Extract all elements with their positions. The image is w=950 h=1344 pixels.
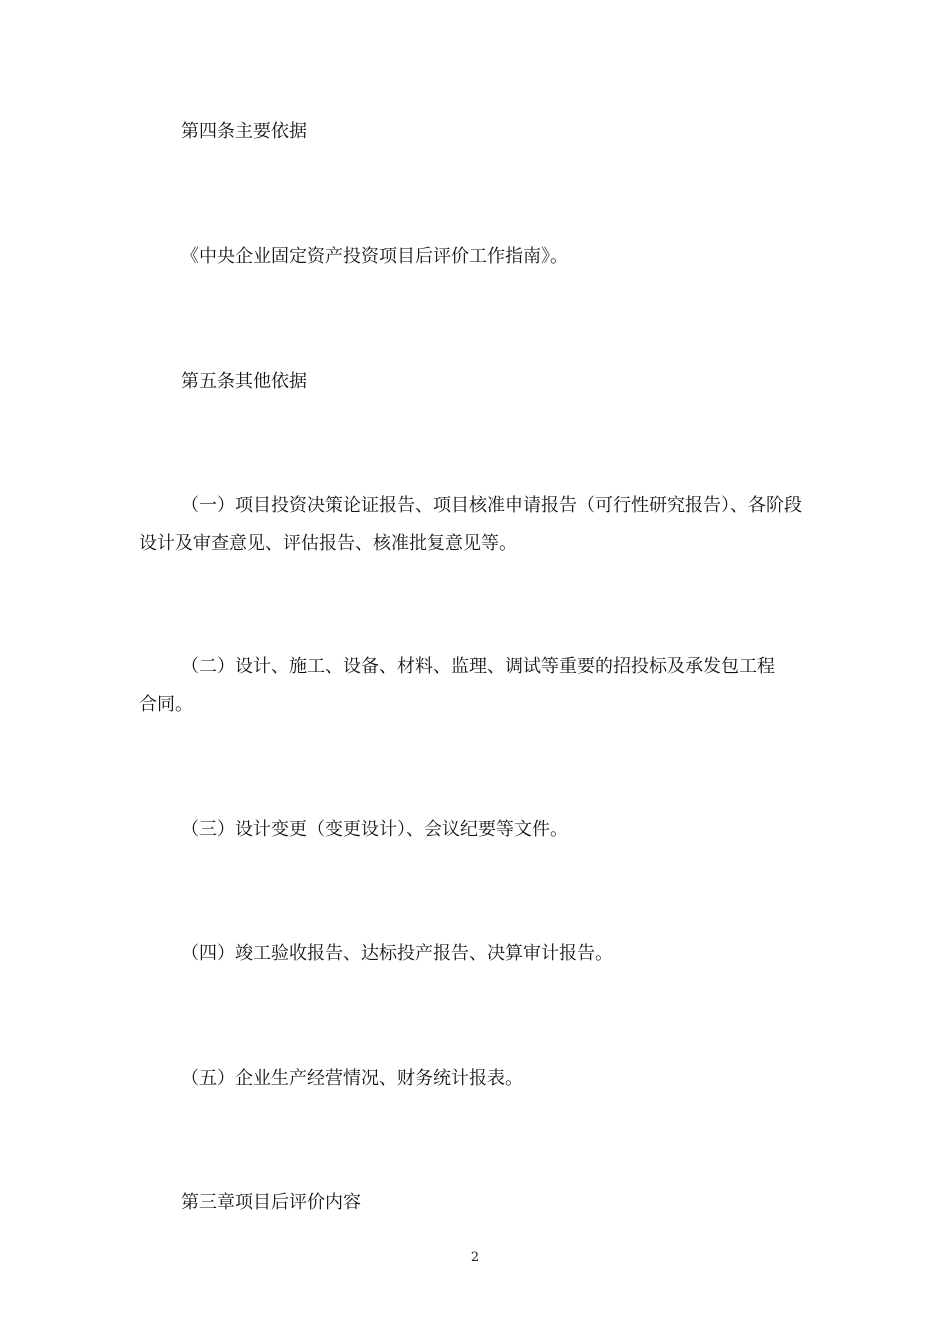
item-3-paragraph: （三）设计变更（变更设计）、会议纪要等文件。 [181, 819, 568, 840]
chapter-3-heading: 第三章项目后评价内容 [181, 1192, 361, 1213]
guideline-reference: 《中央企业固定资产投资项目后评价工作指南》。 [181, 246, 568, 267]
item-1-paragraph: （一）项目投资决策论证报告、项目核准申请报告（可行性研究报告）、各阶段设计及审查意见、评估报告、核准批复意见等。 [139, 495, 802, 554]
item-5-paragraph: （五）企业生产经营情况、财务统计报表。 [181, 1068, 523, 1089]
article-5-heading: 第五条其他依据 [181, 371, 307, 392]
page-number: 2 [470, 1250, 480, 1265]
article-4-heading: 第四条主要依据 [181, 121, 307, 142]
item-2-paragraph: （二）设计、施工、设备、材料、监理、调试等重要的招投标及承发包工程合同。 [139, 656, 775, 715]
item-4-paragraph: （四）竣工验收报告、达标投产报告、决算审计报告。 [181, 943, 613, 964]
